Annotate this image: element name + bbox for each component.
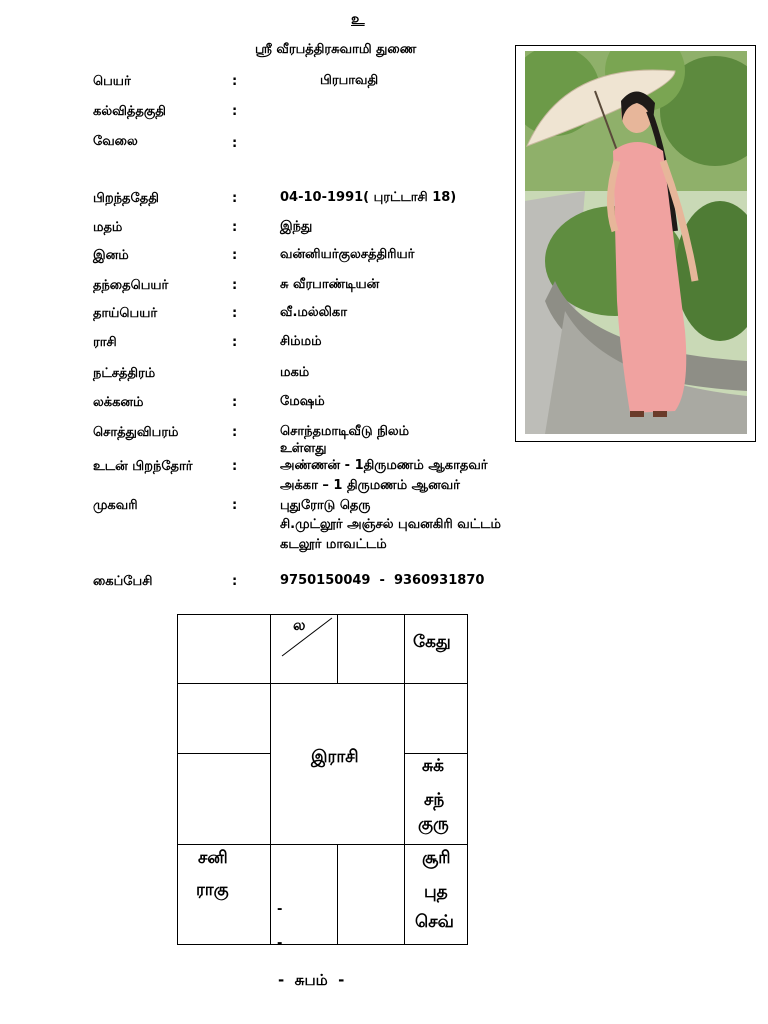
dash-mark: - [277,936,283,951]
lagnam-value: மேஷம் [280,394,325,409]
footer-subham: - சுபம் - [278,971,345,989]
planet-label: செவ் [415,912,454,932]
chart-cell [177,683,271,754]
chart-cell [177,753,271,845]
planet-label: சந் [424,790,445,810]
siblings-line: அக்கா – 1 திருமணம் ஆனவர் [280,478,460,493]
chart-cell [177,614,271,684]
property-label: சொத்துவிபரம் [93,425,179,440]
caste-value: வன்னியர்குலசத்திரியர் [280,247,415,262]
phone-value: 9750150049 - 9360931870 [280,573,485,588]
father-label: தந்தைபெயர் [93,278,169,293]
education-label: கல்வித்தகுதி [93,104,166,119]
dob-value: 04-10-1991( புரட்டாசி 18) [280,190,457,205]
woman-with-umbrella-photo-icon [525,51,747,434]
header-title: ஸ்ரீ வீரபத்திரசுவாமி துணை [255,42,417,57]
planet-label: சுக் [422,756,444,776]
rasi-value: சிம்மம் [280,334,322,349]
chart-center-label: இராசி [311,747,359,767]
rasi-chart [177,614,468,951]
siblings-line: அண்ணன் - 1திருமணம் ஆகாதவர் [280,458,488,473]
name-value: பிரபாவதி [320,73,379,88]
address-line: சி.முட்லூர் அஞ்சல் புவனகிரி வட்டம் [280,517,501,532]
mother-label: தாய்பெயர் [93,306,158,321]
top-right-planets: கேது [413,632,451,652]
colon: : [232,306,238,321]
colon: : [232,459,238,474]
planet-label: புத [424,882,448,902]
lagnam-label: லக்கனம் [93,395,144,410]
dob-label: பிறந்ததேதி [93,191,159,206]
colon: : [232,498,238,513]
colon: : [232,425,238,440]
planet-label: குரு [418,814,449,834]
property-line: உள்ளது [280,441,327,456]
property-line: சொந்தமாடிவீடு நிலம் [280,424,410,439]
name-label: பெயர் [93,74,131,89]
address-line: புதுரோடு தெரு [280,498,371,513]
colon: : [232,248,238,263]
chart-cell [337,844,405,945]
planet-label: சூரி [422,848,451,868]
colon: : [232,395,238,410]
mother-value: வீ.மல்லிகா [280,305,347,320]
address-line: கடலூர் மாவட்டம் [280,537,387,552]
rasi-label: ராசி [93,335,117,350]
phone-label: கைப்பேசி [93,574,153,589]
colon: : [232,574,238,589]
dash-mark: - [277,902,283,917]
lagna-mark: ல [293,616,306,634]
father-value: சு வீரபாண்டியன் [280,277,380,292]
colon: : [232,335,238,350]
religion-label: மதம் [93,220,123,235]
chart-cell [270,844,338,945]
religion-value: இந்து [280,219,313,234]
colon: : [232,191,238,206]
header-symbol: உ [351,10,365,28]
address-label: முகவரி [93,498,138,513]
colon: : [232,278,238,293]
colon: : [232,136,238,151]
profile-photo-frame [515,45,756,442]
siblings-label: உடன் பிறந்தோர் [93,459,193,474]
colon: : [232,74,238,89]
colon: : [232,220,238,235]
planet-label: ராகு [196,880,229,900]
colon: : [232,104,238,119]
planet-label: சனி [198,848,228,868]
star-label: நட்சத்திரம் [93,366,156,381]
star-value: மகம் [280,365,310,380]
job-label: வேலை [93,134,138,149]
caste-label: இனம் [93,248,129,263]
chart-cell [404,683,468,754]
chart-cell [337,614,405,684]
